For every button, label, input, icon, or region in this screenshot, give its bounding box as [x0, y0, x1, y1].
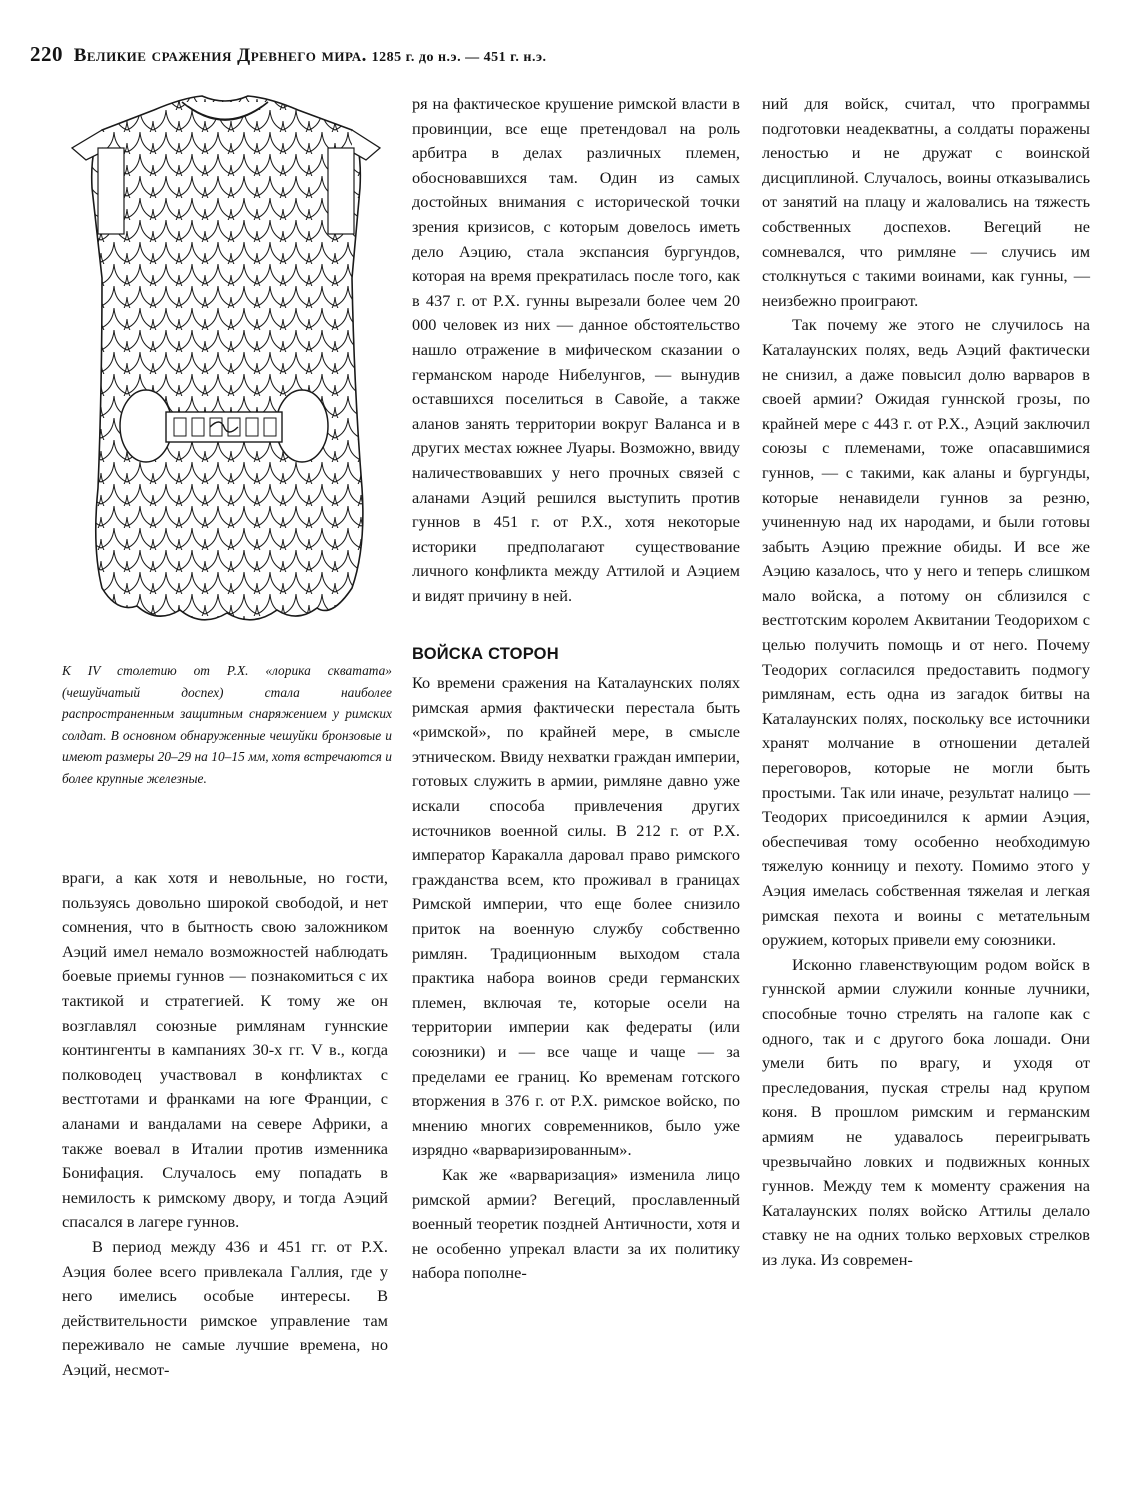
section-heading: ВОЙСКА СТОРОН — [412, 645, 559, 664]
paragraph: ря на фактическое крушение римской власти в провинции, все еще претендовал на роль арбитра в делах различных племен, обосновавшихся там. Один из самых достойных внимания с исторической точки зрения кризисов, с которым довелось иметь дело Аэцию, стала экспансия бургундов, которая на время прекратилась после того, как в 437 г. от Р.Х. гунны вырезали более чем 20 000 человек из них — данное обстоятельство нашло отражение в мифическом сказании о германском народе Нибелунгов, — вынудив оставшихся поселиться в Савойе, а также аланов занять территории вокруг Валанса и в других местах южнее Луары. Возможно, ввиду наличествовавших у него прочных связей с аланами Аэций решился выступить против гуннов в 451 г. от Р.Х., хотя некоторые историки предполагают существование личного конфликта между Аттилой и Аэцием и видят причину в ней. — [412, 94, 740, 605]
paragraph: Ко времени сражения на Каталаунских полях римская армия фактически перестала быть «римской», по крайней мере, в смысле этническом. Ввиду нехватки граждан империи, готовых служить в армии, римляне давно уже искали способа привлечения других источников военной силы. В 212 г. от Р.Х. император Каракалла даровал право римского гражданства всем, кто проживал в границах Римской империи, что еще более снизило приток на военную службу собственно римлян. Традиционным выходом стала практика набора воинов среди германских племен, включая те, которые осели на территории империи как федераты (или союзники) и — все чаще и чаще — за пределами ее границ. Ко временам готского вторжения в 376 г. от Р.Х. римское войско, по мнению многих современников, было уже изрядно «варваризированным». — [412, 673, 740, 1160]
paragraph: ний для войск, считал, что программы подготовки неадекватны, а солдаты поражены леностью и не дружат с воинской дисциплиной. Случалось, воины отказывались от занятий на плацу и жаловались на тяжесть собственных доспехов. Вегеций не сомневался, что римляне — случись им столкнуться с такими воинами, как гунны, — неизбежно проиграют. — [762, 94, 1090, 310]
scale-armor-illustration — [62, 88, 388, 636]
text-column-2 — [412, 92, 740, 1286]
paragraph: Так почему же этого не случилось на Каталаунских полях, ведь Аэций фактически не снизил, а даже повысил долю варваров в своей армии? Ожидая гуннской грозы, по крайней мере с 443 г. от Р.Х., Аэций заключил союзы с племенами, тоже опасавшимися гуннов, — с такими, как аланы и бургунды, которые ненавидели гуннов за резню, учиненную над их народами, и были готовы забыть Аэцию прежние обиды. И все же Аэцию казалось, что у него и теперь слишком мало войска, а потому он сблизился с вестготским королем Аквитании Теодорихом с целью получить помощь и от него. Почему Теодорих согласился предоставить подмогу римлянам, есть одна из загадок битвы на Каталаунских полях, поскольку все источники хранят молчание в отношении деталей переговоров, которые не могли быть простыми. Так или иначе, результат налицо — Теодорих присоединился к армии Аэция, обеспечивая тому особенно необходимую тяжелую конницу и пехоту. Помимо этого у Аэция имелась собственная тяжелая и легкая римская пехота и воины с метательным оружием, которых привели ему союзники. — [762, 315, 1090, 950]
page-number: 220 — [30, 42, 63, 66]
paragraph: Как же «варваризация» изменила лицо римской армии? Вегеций, прославленный военный теоретик поздней Античности, хотя и не особенно упрекал власти за их политику набора пополне- — [412, 1164, 740, 1283]
text-column-1 — [62, 866, 388, 1382]
paragraph: враги, а как хотя и невольные, но гости, пользуясь довольно широкой свободой, и нет сомнения, что в бытность свою заложником Аэций имел немало возможностей наблюдать боевые приемы гуннов — познакомиться с их тактикой и стратегией. К тому же он возглавлял союзные римлянам гуннские контингенты в кампаниях 30-х гг. V в., когда полководец участвовал в конфликтах с вестготами и франками на юге Франции, с аланами и вандалами на севере Африки, а также воевал в Италии против изменника Бонифация. Случалось ему попадать в немилость к римскому двору, и тогда Аэций спасался в лагере гуннов. — [62, 868, 388, 1232]
book-title: Великие сражения Древнего мира. — [73, 45, 367, 66]
text-column-3 — [762, 92, 1090, 1273]
paragraph: Исконно главенствующим родом войск в гуннской армии служили конные лучники, способные точно стрелять на галопе как с одного, так и с другого бока лошади. Они умели бить по врагу, и уходя от преследования, пуская стрелы над крупом коня. В прошлом римским и германским армиям не удавалось переигрывать чрезвычайно ловких и подвижных конных гуннов. Между тем к моменту сражения на Каталаунских полях войско Аттилы делало ставку не на одних только верховых стрелков из лука. Из современ- — [762, 954, 1090, 1269]
book-years: 1285 г. до н.э. — 451 г. н.э. — [371, 50, 547, 65]
figure-caption: К IV столетию от Р.Х. «лорика скватата» (чешуйчатый доспех) стала наиболее распространенным защитным снаряжением у римских солдат. В основном обнаруженные чешуйки бронзовые и имеют размеры 20–29 на 10–15 мм, хотя встречаются и более крупные железные. — [62, 663, 392, 786]
running-header — [30, 42, 1110, 67]
paragraph: В период между 436 и 451 гг. от Р.Х. Аэция более всего привлекала Галлия, где у него имелись особые интересы. В действительности римское управление там переживало не самые лучшие времена, но Аэций, несмот- — [62, 1236, 388, 1379]
